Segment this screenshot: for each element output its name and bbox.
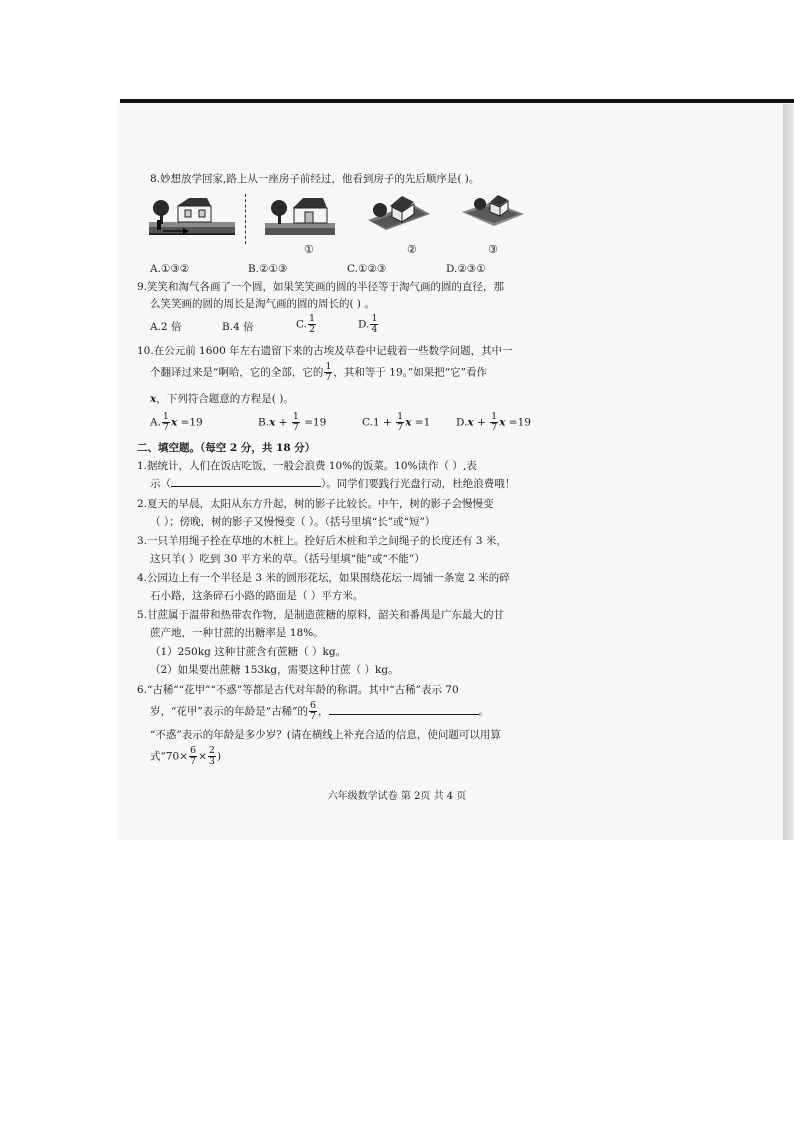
q8-label-1: ① bbox=[304, 243, 314, 256]
q8-view-1 bbox=[265, 196, 335, 240]
f5-line1: 5.甘蔗属于温带和热带农作物，是制造蔗糖的原料，韶关和番禺是广东最大的甘 bbox=[137, 609, 505, 621]
q10-option-b: B.x + $\frac{1}{7}$ =19 bbox=[258, 411, 327, 433]
q8-label-3: ③ bbox=[488, 243, 498, 256]
q9-option-d: D. $\frac{1}{4}$ bbox=[358, 313, 378, 335]
f6-line4: 式“70× $\frac{6}{7}$ × $\frac{2}{3}$ ) bbox=[150, 745, 222, 767]
f4-line1: 4.公园边上有一个半径是 3 米的圆形花坛，如果围绕花坛一周铺一条宽 2 米的碎 bbox=[137, 572, 510, 584]
f4-line2: 石小路，这条碎石小路的路面是（ ）平方米。 bbox=[150, 590, 364, 602]
page-footer: 六年级数学试卷 第 2页 共 4 页 bbox=[327, 791, 467, 802]
q9-option-c-fraction: $\frac{1}{2}$ bbox=[309, 313, 316, 335]
q10-option-a: A. $\frac{1}{7}$ x =19 bbox=[150, 411, 203, 433]
f6-line1: 6.“古稀”“花甲”“不惑”等都是古代对年龄的称谓。其中“古稀”表示 70 bbox=[137, 684, 459, 696]
q9-option-c: C. $\frac{1}{2}$ bbox=[296, 313, 316, 335]
q10-line3: x，下列符合题意的方程是( )。 bbox=[150, 393, 294, 405]
q8-stem: 8.妙想放学回家,路上从一座房子前经过，他看到房子的先后顺序是( )。 bbox=[150, 173, 480, 185]
q8-scene-figure bbox=[149, 196, 235, 240]
f3-line1: 3.一只羊用绳子拴在草地的木桩上。拴好后木桩和羊之间绳子的长度还有 3 米， bbox=[137, 535, 507, 547]
q8-divider bbox=[245, 194, 246, 244]
q10-line1: 10.在公元前 1600 年左右遗留下来的古埃及草卷中记载着一些数学问题，其中一 bbox=[137, 345, 513, 357]
f1-line2: 示（ ）。同学们要践行光盘行动，杜绝浪费哦！ bbox=[150, 478, 516, 490]
q9-line2: 么笑笑画的圆的周长是淘气画的圆的周长的( ) 。 bbox=[150, 298, 375, 310]
q10-option-c: C.1 + $\frac{1}{7}$ x =1 bbox=[362, 411, 431, 433]
q9-option-b: B.4 倍 bbox=[222, 321, 254, 333]
q8-option-a: A.①③② bbox=[150, 263, 190, 275]
q10-line2-fraction: $\frac{1}{7}$ bbox=[325, 361, 332, 383]
f1-line1: 1.据统计，人们在饭店吃饭，一般会浪费 10%的饭菜。10%读作（ ）,表 bbox=[137, 460, 477, 472]
q10-option-d: D.x + $\frac{1}{7}$ x =19 bbox=[456, 411, 531, 433]
q8-option-d: D.②③① bbox=[446, 263, 486, 275]
f6-blank[interactable] bbox=[329, 714, 479, 715]
q9-line1: 9.笑笑和淘气各画了一个圆，如果笑笑画的圆的半径等于淘气画的圆的直径，那 bbox=[137, 281, 505, 293]
q8-option-b: B.②①③ bbox=[248, 263, 288, 275]
f2-line1: 2.夏天的早晨，太阳从东方升起，树的影子比较长。中午，树的影子会慢慢变 bbox=[137, 498, 494, 510]
f5-sub2: （2）如果要出蔗糖 153kg，需要这种甘蔗（ ）kg。 bbox=[150, 664, 399, 676]
f2-line2: （ ）；傍晚，树的影子又慢慢变（ ）。（括号里填“长”或“短”） bbox=[150, 516, 436, 528]
f5-sub1: （1）250kg 这种甘蔗含有蔗糖（ ）kg。 bbox=[150, 646, 347, 658]
f1-blank[interactable] bbox=[171, 486, 321, 487]
q8-view-3 bbox=[462, 194, 524, 230]
f5-line2: 蔗产地，一种甘蔗的出糖率是 18%。 bbox=[150, 627, 324, 639]
f6-formula-fraction-1: $\frac{6}{7}$ bbox=[190, 745, 197, 767]
f3-line2: 这只羊( ）吃到 30 平方米的草。（括号里填“能”或“不能”） bbox=[150, 553, 425, 565]
q10-line2: 个翻译过来是“啊哈，它的全部，它的 $\frac{1}{7}$ ，其和等于 19。”如果把“它”看作 bbox=[150, 361, 487, 383]
q8-option-c: C.①②③ bbox=[347, 263, 387, 275]
q9-option-a: A.2 倍 bbox=[150, 321, 182, 333]
scan-right-edge bbox=[783, 104, 794, 840]
f6-line3: “不惑”表示的年龄是多少岁？(请在横线上补充合适的信息，使问题可以用算 bbox=[150, 729, 501, 741]
q8-label-2: ② bbox=[407, 243, 417, 256]
f6-line2: 岁，“花甲”表示的年龄是“古稀”的 $\frac{6}{7}$ ， 。 bbox=[150, 700, 490, 722]
f6-formula-fraction-2: $\frac{2}{3}$ bbox=[208, 745, 215, 767]
f6-line2-fraction: $\frac{6}{7}$ bbox=[309, 700, 317, 722]
q9-option-d-fraction: $\frac{1}{4}$ bbox=[371, 313, 378, 335]
section2-heading: 二、填空题。（每空 2 分，共 18 分） bbox=[137, 442, 316, 454]
q8-view-2 bbox=[368, 194, 430, 234]
scan-top-border bbox=[120, 99, 794, 103]
